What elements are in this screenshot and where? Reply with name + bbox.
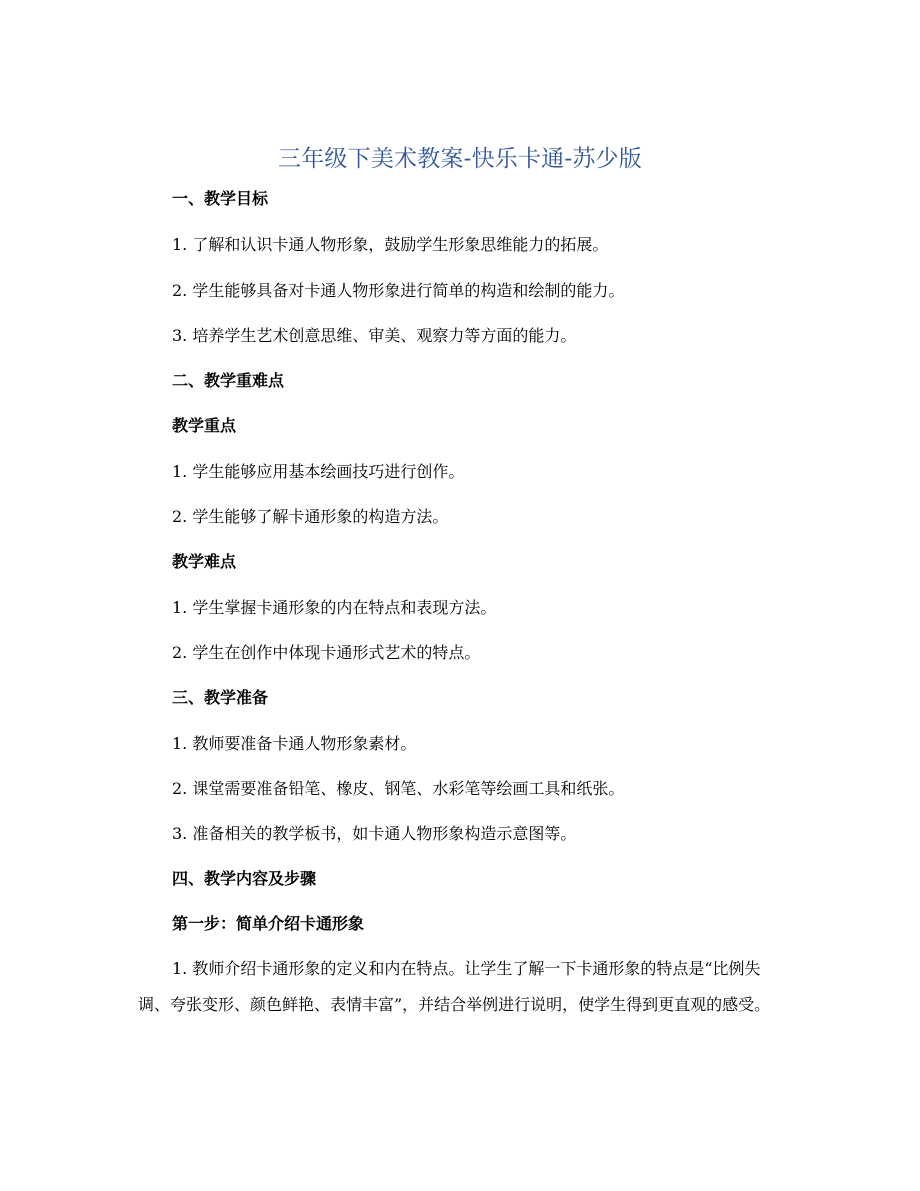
difficulty-item-2: 2. 学生在创作中体现卡通形式艺术的特点。 [172,643,481,662]
subheading-key-points: 教学重点 [172,416,237,435]
objective-item-3: 3. 培养学生艺术创意思维、审美、观察力等方面的能力。 [172,326,577,345]
section-heading-objectives: 一、教学目标 [172,189,269,208]
objective-item-2: 2. 学生能够具备对卡通人物形象进行简单的构造和绘制的能力。 [172,281,625,300]
key-point-item-2: 2. 学生能够了解卡通形象的构造方法。 [172,507,449,526]
difficulty-item-1: 1. 学生掌握卡通形象的内在特点和表现方法。 [172,598,497,617]
section-heading-key-points: 二、教学重难点 [172,371,285,390]
subheading-difficulties: 教学难点 [172,552,237,571]
step1-heading: 第一步：简单介绍卡通形象 [172,914,365,933]
section-heading-preparation: 三、教学准备 [172,688,269,707]
preparation-item-2: 2. 课堂需要准备铅笔、橡皮、钢笔、水彩笔等绘画工具和纸张。 [172,779,625,798]
key-point-item-1: 1. 学生能够应用基本绘画技巧进行创作。 [172,462,465,481]
preparation-item-3: 3. 准备相关的教学板书，如卡通人物形象构造示意图等。 [172,824,577,843]
preparation-item-1: 1. 教师要准备卡通人物形象素材。 [172,734,417,753]
section-heading-content-steps: 四、教学内容及步骤 [172,869,317,888]
objective-item-1: 1. 了解和认识卡通人物形象，鼓励学生形象思维能力的拓展。 [172,235,609,254]
step1-paragraph: 1. 教师介绍卡通形象的定义和内在特点。让学生了解一下卡通形象的特点是“比例失调、夸张变形、颜色鲜艳、表情丰富”，并结合举例进行说明，使学生得到更直观的感受。 [138,959,771,1014]
document-title: 三年级下美术教案-快乐卡通-苏少版 [278,146,642,172]
